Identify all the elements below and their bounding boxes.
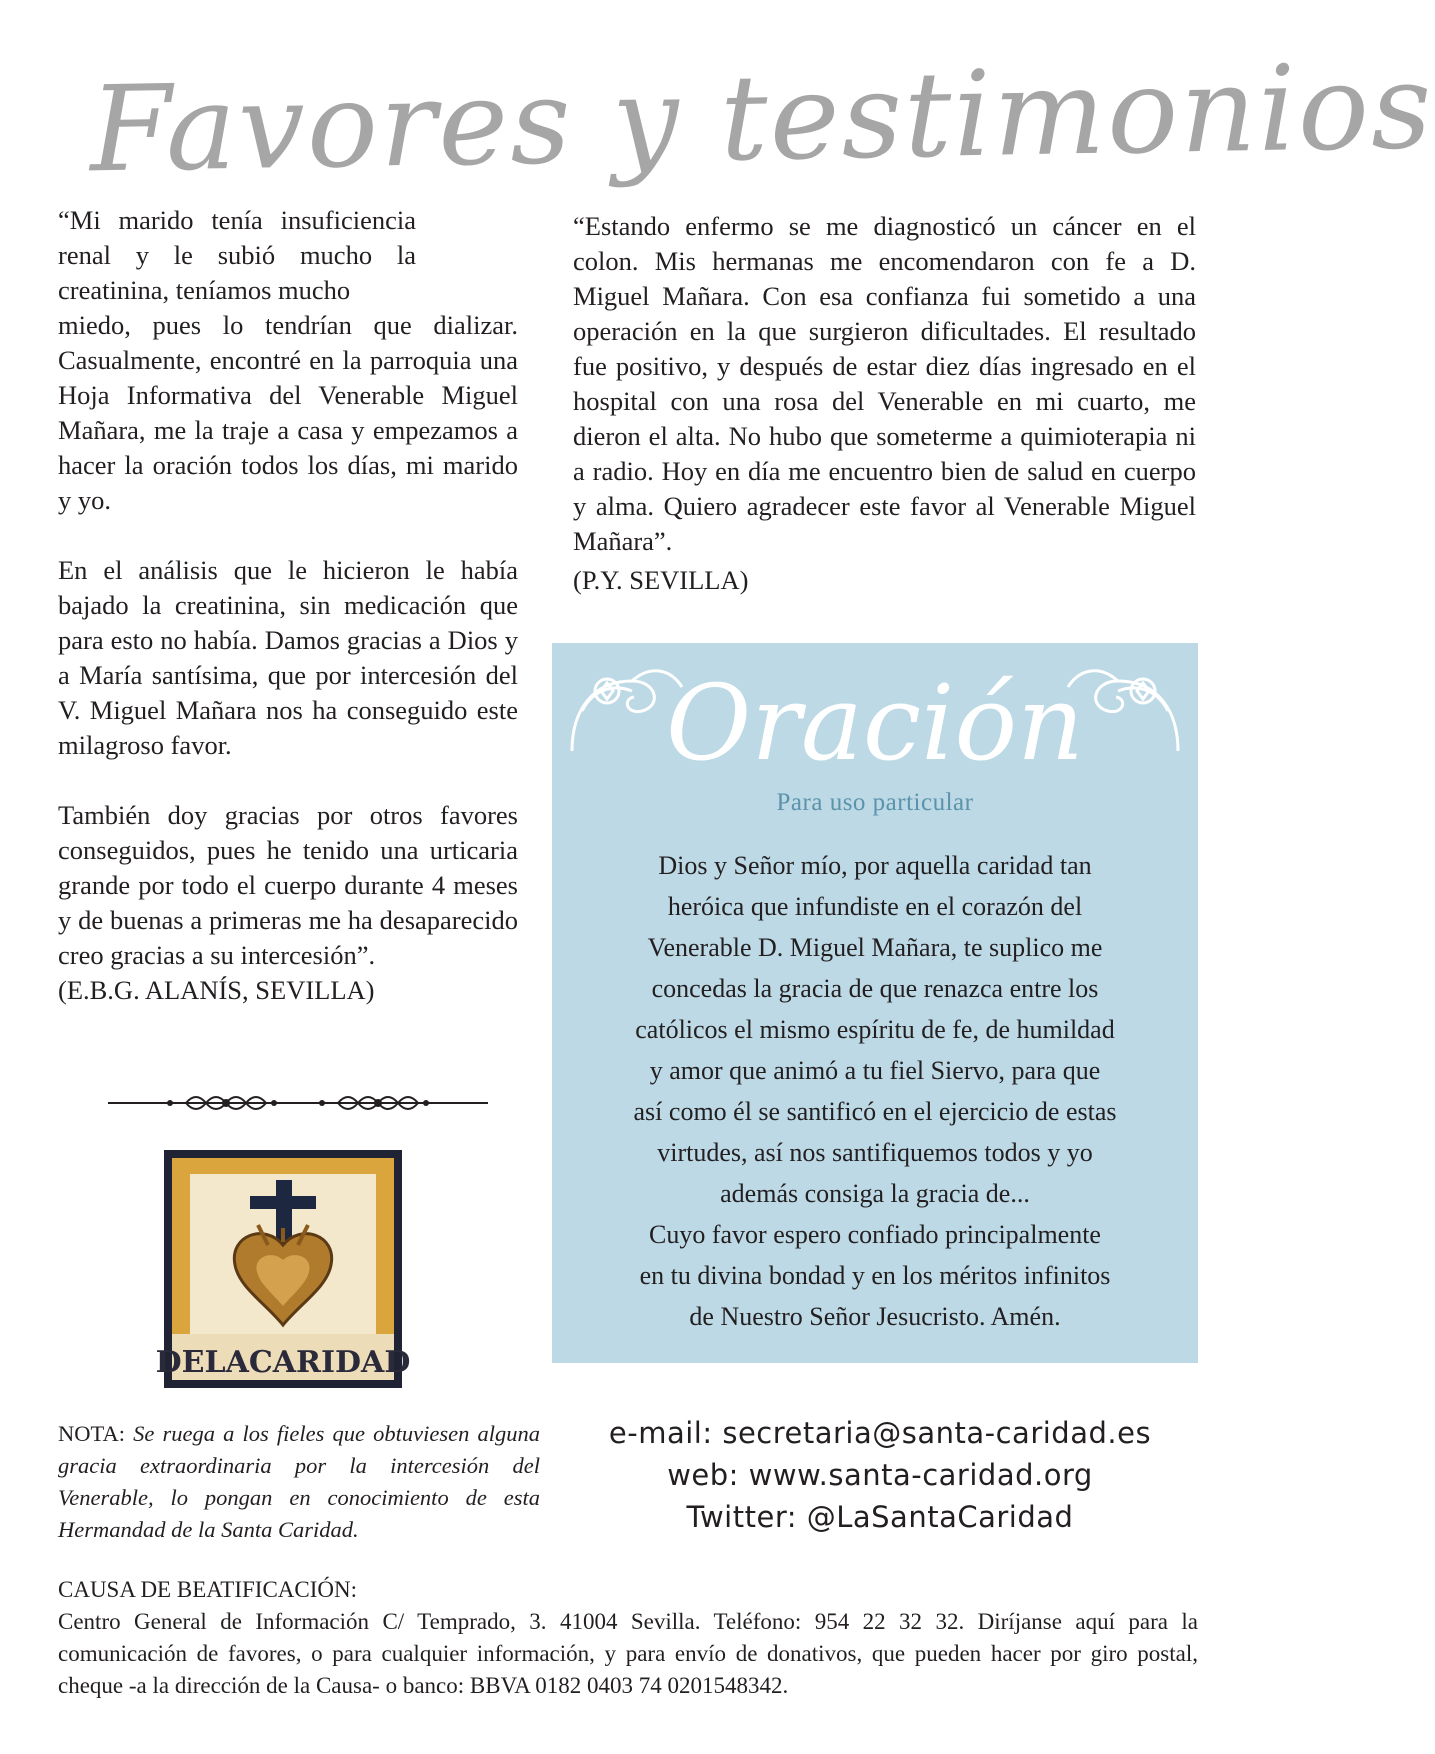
twitter-link[interactable]: Twitter: @LaSantaCaridad	[686, 1500, 1074, 1534]
testimony-paragraph-2: En el análisis que le hicieron le había bajado la creatinina, sin medicación que para esto no había. Damos gracias a Dios y a María santísima, que por intercesión del V. Miguel Mañara nos ha conseguido este milagroso favor.	[58, 555, 518, 760]
testimony-paragraph-3: También doy gracias por otros favores conseguidos, pues he tenido una urticaria grande por todo el cuerpo durante 4 meses y de buenas a primeras me ha desaparecido creo gracias a su intercesión”.	[58, 800, 518, 970]
footer-heading: CAUSA DE BEATIFICACIÓN:	[58, 1577, 358, 1602]
note-label: NOTA:	[58, 1421, 125, 1446]
ornamental-divider	[108, 1085, 488, 1121]
note-text: Se ruega a los fieles que obtuviesen alguna gracia extraordinaria por la intercesión del Venerable, lo pongan en conocimiento de esta Hermandad de la Santa Caridad.	[58, 1421, 540, 1542]
tile-caption: DELACARIDAD	[155, 1345, 411, 1380]
testimony-paragraph	[58, 203, 518, 518]
footer-text: Centro General de Información C/ Temprado, 3. 41004 Sevilla. Teléfono: 954 22 32 32. Diríjanse aquí para la comunicación de favores, o para cualquier información, y para envío de donativos, que pueden hacer por giro postal, cheque -a la dirección de la Causa- o banco: BBVA 0182 0403 74 0201548342.	[58, 1609, 1198, 1698]
page-title: Favores y testimonios	[88, 36, 1435, 199]
contact-block	[580, 1412, 1180, 1538]
footer	[58, 1574, 1198, 1702]
testimony-paragraph: “Estando enfermo se me diagnosticó un cáncer en el colon. Mis hermanas me encomendaron con fe a D. Miguel Mañara. Con esa confianza fui sometido a una operación en la que surgieron dificultades. El resultado fue positivo, y después de estar diez días ingresado en el hospital con una rosa del Venerable en mi cuarto, me dieron el alta. No hubo que someterme a quimioterapia ni a radio. Hoy en día me encuentro bien de salud en cuerpo y alma. Quiero agradecer este favor al Venerable Miguel Mañara”.	[573, 211, 1196, 556]
testimony-signature: (P.Y. SEVILLA)	[573, 565, 749, 595]
prayer-subtitle: Para uso particular	[776, 789, 974, 816]
testimony-paragraph-rest: miedo, pues lo tendrían que dializar. Casualmente, encontré en la parroquia una Hoja Informativa del Venerable Miguel Mañara, me la traje a casa y empezamos a hacer la oración todos los días, mi marido y yo.	[58, 310, 518, 515]
prayer-title: Oración	[665, 662, 1085, 784]
web-link[interactable]: web: www.santa-caridad.org	[667, 1458, 1093, 1492]
testimony-paragraph-start: “Mi marido tenía insuficiencia renal y le subió mucho la creatinina, teníamos mucho	[58, 205, 416, 305]
right-testimony	[573, 209, 1196, 598]
sacred-heart-tile-image	[155, 1150, 411, 1388]
note	[58, 1418, 540, 1546]
testimony-signature: (E.B.G. ALANÍS, SEVILLA)	[58, 975, 375, 1005]
left-testimony	[58, 203, 518, 1008]
prayer-box	[552, 643, 1198, 1363]
email-link[interactable]: e-mail: secretaria@santa-caridad.es	[608, 1416, 1152, 1450]
prayer-text: Dios y Señor mío, por aquella caridad tan heróica que infundiste en el corazón del Venerable D. Miguel Mañara, te suplico me concedas la gracia de que renazca entre los católicos el mismo espíritu de fe, de humildad y amor que animó a tu fiel Siervo, para que así como él se santificó en el ejercicio de estas virtudes, así nos santifiquemos todos y yo además consiga la gracia de... Cuyo favor espero confiado principalmente en tu divina bondad y en los méritos infinitos de Nuestro Señor Jesucristo. Amén.	[633, 851, 1117, 1331]
